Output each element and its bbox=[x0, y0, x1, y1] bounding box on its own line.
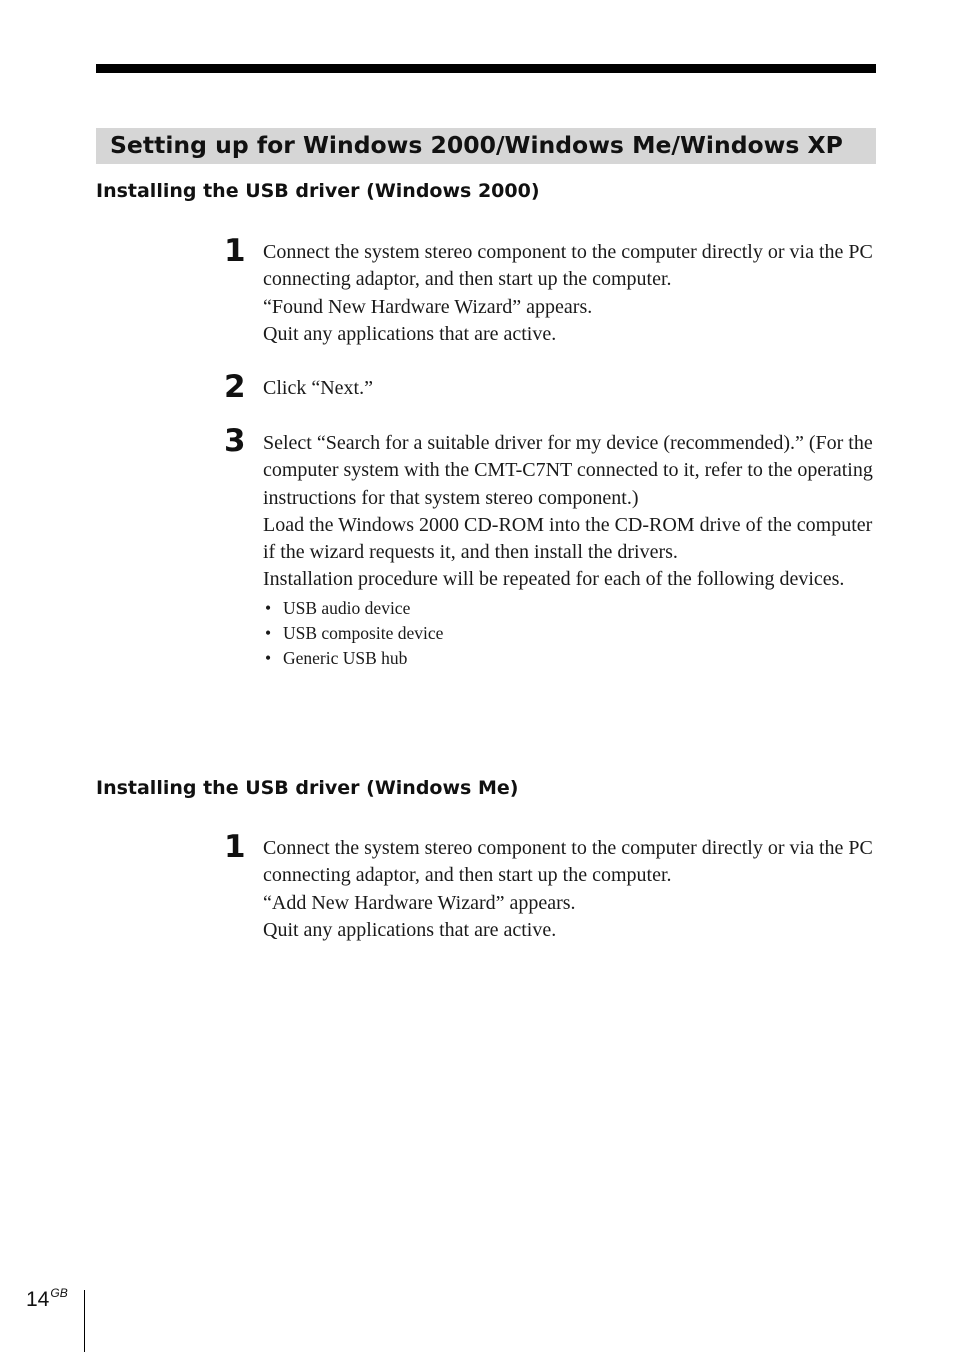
step-paragraph: Quit any applications that are active. bbox=[263, 918, 557, 941]
subheading-windows-2000: Installing the USB driver (Windows 2000) bbox=[96, 180, 540, 202]
list-item-label: USB audio device bbox=[283, 597, 411, 618]
step-paragraph: Installation procedure will be repeated for each of the following devices. bbox=[263, 568, 845, 591]
step-text bbox=[263, 375, 875, 402]
step-paragraph: “Found New Hardware Wizard” appears. bbox=[263, 295, 593, 318]
section-title: Setting up for Windows 2000/Windows Me/Windows XP bbox=[110, 131, 843, 159]
step-number: 2 bbox=[224, 369, 246, 405]
step-paragraph: Click “Next.” bbox=[263, 377, 373, 399]
list-item-label: Generic USB hub bbox=[283, 647, 408, 668]
step-paragraph: Connect the system stereo component to the computer directly or via the PC connecting adaptor, and then start up the computer. bbox=[263, 837, 873, 887]
list-item bbox=[263, 596, 875, 621]
margin-rule bbox=[84, 1290, 85, 1352]
step-paragraph: Connect the system stereo component to the computer directly or via the PC connecting adaptor, and then start up the computer. bbox=[263, 241, 873, 291]
bullet-icon: • bbox=[265, 597, 272, 618]
step-text bbox=[263, 430, 875, 671]
device-list bbox=[263, 596, 875, 671]
step-text bbox=[263, 835, 875, 944]
top-rule bbox=[96, 64, 876, 73]
subheading-windows-me: Installing the USB driver (Windows Me) bbox=[96, 777, 519, 799]
bullet-icon: • bbox=[265, 647, 272, 668]
section-banner bbox=[96, 128, 876, 164]
step-paragraph: Quit any applications that are active. bbox=[263, 322, 557, 345]
page-number bbox=[26, 1286, 68, 1312]
step-number: 1 bbox=[224, 829, 246, 865]
page-number-suffix: GB bbox=[50, 1286, 68, 1300]
step-text bbox=[263, 239, 875, 348]
step-number: 3 bbox=[224, 423, 246, 459]
list-item-label: USB composite device bbox=[283, 622, 444, 643]
step-number: 1 bbox=[224, 233, 246, 269]
page-number-value: 14 bbox=[26, 1288, 50, 1311]
step-paragraph: “Add New Hardware Wizard” appears. bbox=[263, 891, 576, 914]
bullet-icon: • bbox=[265, 622, 272, 643]
step-paragraph: Load the Windows 2000 CD-ROM into the CD-ROM drive of the computer if the wizard requests it, and then install the drivers. bbox=[263, 513, 873, 564]
step-paragraph: Select “Search for a suitable driver for my device (recommended).” (For the computer system with the CMT-C7NT connected to it, refer to the operating instructions for that system stereo component.) bbox=[263, 432, 873, 509]
list-item bbox=[263, 646, 875, 671]
list-item bbox=[263, 621, 875, 646]
